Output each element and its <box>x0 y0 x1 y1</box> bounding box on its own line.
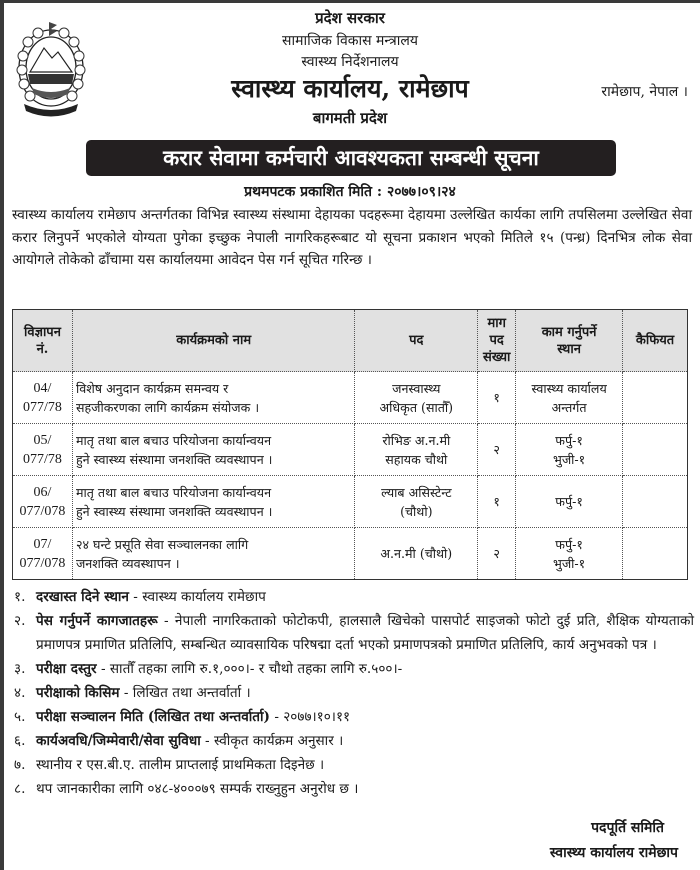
note-item: ४. परीक्षाको किसिम - लिखित तथा अन्तर्वार्ता । <box>14 685 251 701</box>
publication-date: प्रथमपटक प्रकाशित मिति : २०७७।०९।२४ <box>244 184 456 200</box>
notes-list <box>14 585 694 801</box>
header-line-2: सामाजिक विकास मन्त्रालय <box>282 33 418 49</box>
intro-paragraph: स्वास्थ्य कार्यालय रामेछाप अन्तर्गतका विभिन्न स्वास्थ्य संस्थामा देहायका पदहरूमा देहायमा उल्लेखित कार्यका लागि तपसिलमा उल्लेखित सेवा करार लिनुपर्ने भएकोले योग्यता पुगेका इच्छुक नेपाली नागरिकहरूबाट यो सूचना प्रकाशन भएको मितिले १५ (पन्ध्र) दिनभित्र लोक सेवा आयोगले तोकेको ढाँचामा यस कार्यालयमा आवेदन पेस गर्न सूचित गरिन्छ । <box>12 207 692 268</box>
note-item: २. पेस गर्नुपर्ने कागजातहरू - नेपाली नागरिकताको फोटोकपी, हालसालै खिचेको पासपोर्ट साइजको फोटो दुई प्रति, शैक्षिक योग्यताको प्रमाणपत्र प्रमाणित प्रतिलिपि, सम्बन्धित व्यावसायिक परिषद्मा दर्ता भएको प्रमाणपत्रको प्रमाणित प्रतिलिपि, कार्य अनुभवको पत्र । <box>14 613 695 653</box>
cell-post: रोभिङ अ.न.मी सहायक चौथो <box>355 424 478 476</box>
col-header-remarks: कैफियत <box>623 310 688 372</box>
cell-program: मातृ तथा बाल बचाउ परियोजना कार्यान्वयन हुने स्वास्थ्य संस्थामा जनशक्ति व्यवस्थापन । <box>72 476 354 528</box>
cell-post: जनस्वास्थ्य अधिकृत (सातौँ) <box>355 372 478 424</box>
cell-post: अ.न.मी (चौथो) <box>355 528 478 580</box>
cell-place: फर्पु-१ भुजी-१ <box>516 528 623 580</box>
cell-place: फर्पु-१ <box>516 476 623 528</box>
col-header-post: पद <box>355 310 478 372</box>
note-item: १. दरखास्त दिने स्थान - स्वास्थ्य कार्यालय रामेछाप <box>14 589 266 605</box>
table-row <box>13 476 688 528</box>
note-item: ८. थप जानकारीका लागि ०४८-४०००७९ सम्पर्क राख्नुहुन अनुरोध छ । <box>14 781 359 797</box>
cell-remarks <box>623 476 688 528</box>
table-row <box>13 528 688 580</box>
header-line-1: प्रदेश सरकार <box>315 9 385 27</box>
province-name: बागमती प्रदेश <box>312 109 388 127</box>
cell-adno: 04/ 077/78 <box>13 372 73 424</box>
col-header-adno: विज्ञापन नं. <box>13 310 73 372</box>
note-item: ३. परीक्षा दस्तुर - सातौँ तहका लागि रु.१,०००।- र चौथो तहका लागि रु.५००।- <box>14 661 403 677</box>
location: रामेछाप, नेपाल । <box>601 84 688 100</box>
cell-count: १ <box>478 476 516 528</box>
cell-remarks <box>623 372 688 424</box>
col-header-count: माग पद संख्या <box>478 310 516 372</box>
table-row <box>13 372 688 424</box>
signature-committee: पदपूर्ति समिति <box>591 820 664 836</box>
cell-post: ल्याब असिस्टेन्ट (चौथो) <box>355 476 478 528</box>
note-item: ७. स्थानीय र एस.बी.ए. तालीम प्राप्तलाई प्राथमिकता दिइनेछ । <box>14 757 325 773</box>
cell-count: २ <box>478 424 516 476</box>
header-line-3: स्वास्थ्य निर्देशनालय <box>301 54 399 70</box>
table-row <box>13 424 688 476</box>
cell-program: मातृ तथा बाल बचाउ परियोजना कार्यान्वयन हुने स्वास्थ्य संस्थामा जनशक्ति व्यवस्थापन । <box>72 424 354 476</box>
notice-title-banner: करार सेवामा कर्मचारी आवश्यकता सम्बन्धी सूचना <box>86 140 616 176</box>
cell-remarks <box>623 528 688 580</box>
cell-program: विशेष अनुदान कार्यक्रम समन्वय र सहजीकरणका लागि कार्यक्रम संयोजक । <box>72 372 354 424</box>
cell-place: स्वास्थ्य कार्यालय अन्तर्गत <box>516 372 623 424</box>
signature-office: स्वास्थ्य कार्यालय रामेछाप <box>549 845 678 861</box>
note-item: ६. कार्यअवधि/जिम्मेवारी/सेवा सुविधा - स्वीकृत कार्यक्रम अनुसार । <box>14 733 344 749</box>
office-title: स्वास्थ्य कार्यालय, रामेछाप <box>231 74 469 103</box>
col-header-program: कार्यक्रमको नाम <box>72 310 354 372</box>
cell-place: फर्पु-१ भुजी-१ <box>516 424 623 476</box>
vacancy-table <box>12 309 688 580</box>
cell-remarks <box>623 424 688 476</box>
cell-adno: 07/ 077/078 <box>13 528 73 580</box>
table-header-row <box>13 310 688 372</box>
cell-adno: 06/ 077/078 <box>13 476 73 528</box>
col-header-place: काम गर्नुपर्ने स्थान <box>516 310 623 372</box>
note-item: ५. परीक्षा सञ्चालन मिति (लिखित तथा अन्तर्वार्ता) - २०७७।१०।११ <box>14 709 351 725</box>
cell-count: २ <box>478 528 516 580</box>
cell-count: १ <box>478 372 516 424</box>
cell-program: २४ घन्टे प्रसूति सेवा सञ्चालनका लागि जनशक्ति व्यवस्थापन । <box>72 528 354 580</box>
cell-adno: 05/ 077/78 <box>13 424 73 476</box>
